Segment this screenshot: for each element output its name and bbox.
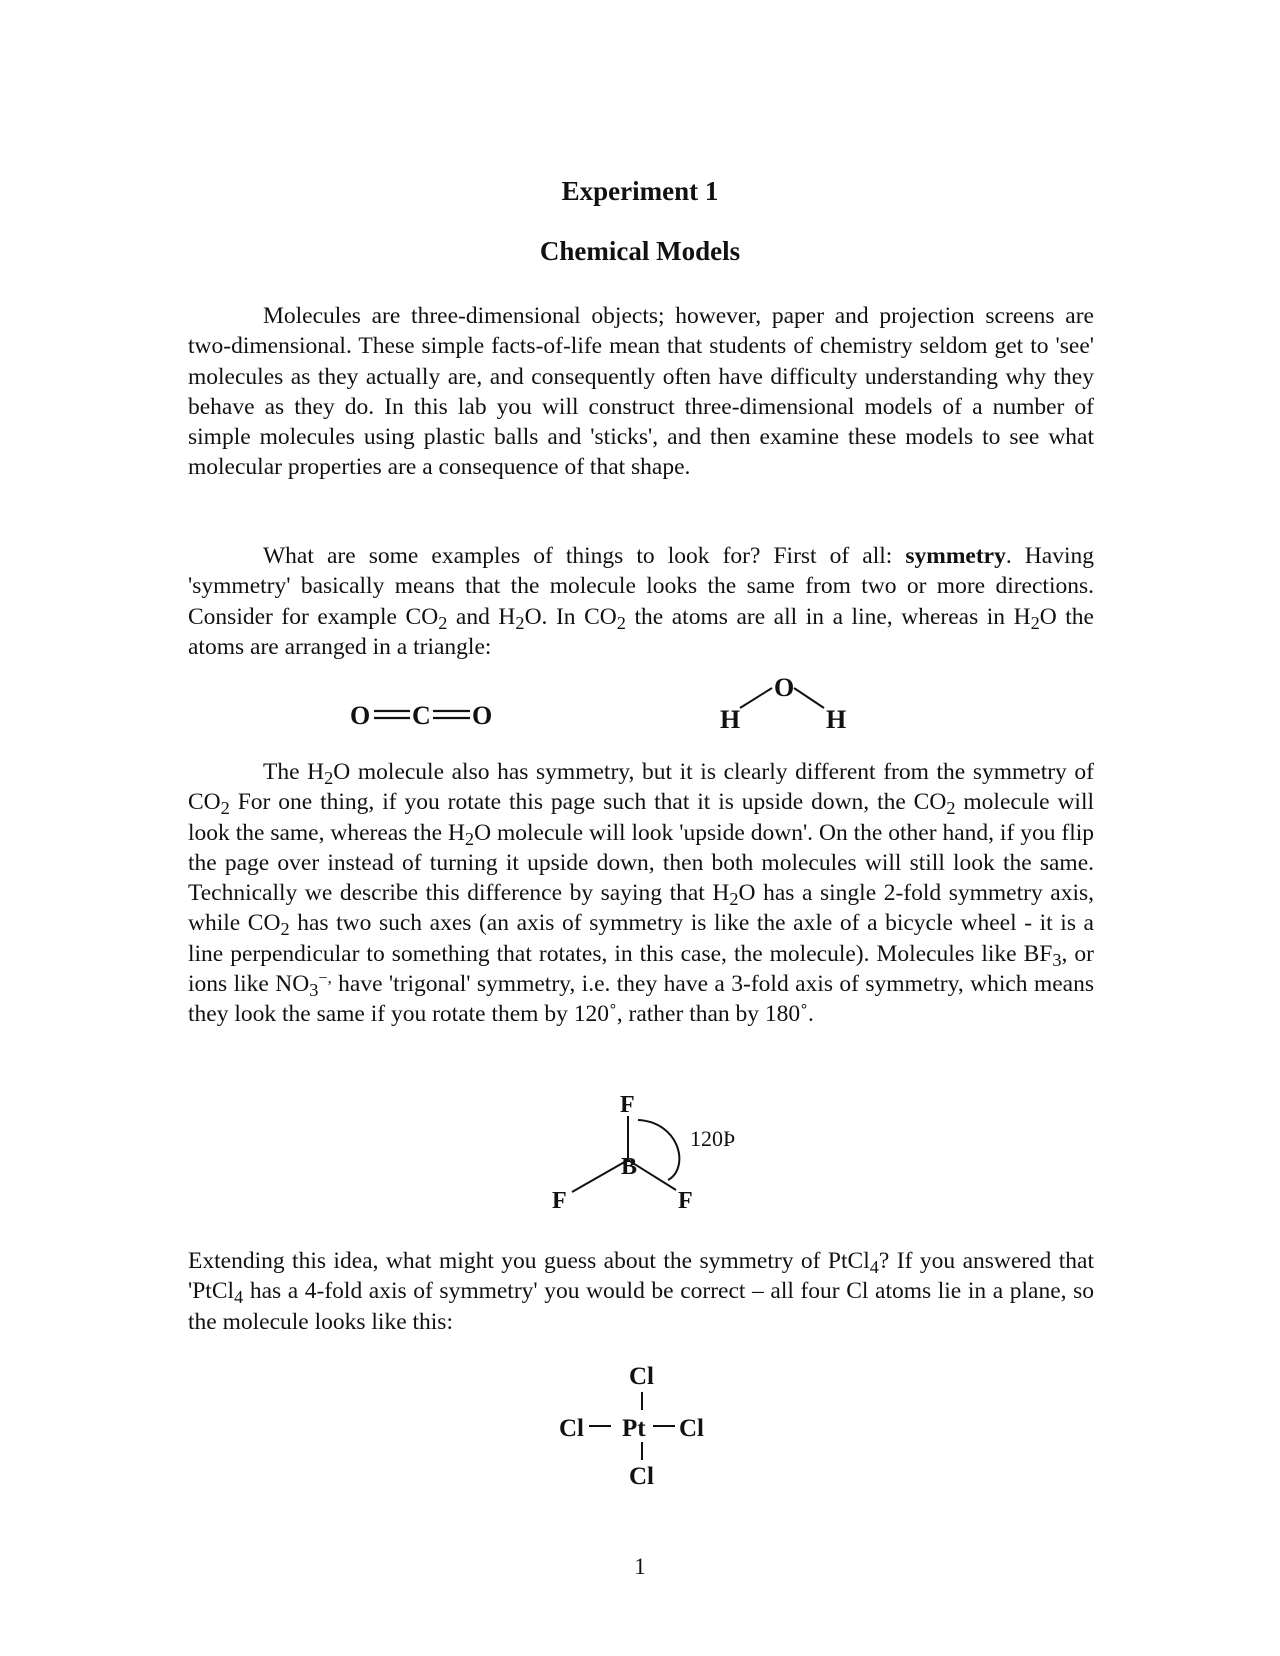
ptcl4-structure-diagram <box>555 1362 735 1492</box>
co2-oxygen-left: O <box>350 701 371 730</box>
h2o-oxygen: O <box>774 673 795 702</box>
ptcl4-chlorine-bottom: Cl <box>629 1463 654 1490</box>
paragraph-ptcl4: Extending this idea, what might you guess about the symmetry of PtCl$_4$? If you answered that 'PtCl$_4$ has a 4-fold axis of symmetry' you would be correct – all four Cl atoms lie in a plane, so the molecule looks like this: <box>188 1248 1094 1335</box>
ptcl4-chlorine-right: Cl <box>679 1415 704 1442</box>
co2-carbon: C <box>412 701 431 730</box>
bf3-fluorine-right: F <box>678 1188 693 1214</box>
bf3-boron: B <box>621 1154 638 1180</box>
bf3-structure-diagram <box>540 1088 760 1218</box>
bf3-fluorine-left: F <box>552 1188 567 1214</box>
paragraph-symmetry-axes: The $H_2O$ molecule also has symmetry, but it is clearly different from the symmetry of $CO_2$ For one thing, if you rotate this page such that it is upside down, the $CO_2$ molecule will look the same, whereas the $H_2O$ molecule will look 'upside down'. On the other hand, if you flip the page over instead of turning it upside down, then both molecules will still look the same. Technically we describe this difference by saying that $H_2O$ has a single 2-fold symmetry axis, while $CO_2$ has two such axes (an axis of symmetry is like the axle of a bicycle wheel - it is a line perpendicular to something that rotates, in this case, the molecule). Molecules like $BF_3$, or ions like $NO_3^{-,}$ have 'trigonal' symmetry, i.e. they have a 3-fold axis of symmetry, which means they look the same if you rotate them by 120˚, rather than by 180˚. <box>188 759 1095 1028</box>
h2o-hydrogen-right: H <box>826 705 847 734</box>
ptcl4-chlorine-left: Cl <box>559 1415 584 1442</box>
co2-structure-diagram <box>340 690 510 740</box>
ptcl4-platinum: Pt <box>622 1415 646 1442</box>
ptcl4-chlorine-top: Cl <box>629 1363 654 1390</box>
bf3-fluorine-top: F <box>620 1092 635 1118</box>
bold-term-symmetry: symmetry <box>905 543 1006 569</box>
page-title: Experiment 1 <box>561 176 719 206</box>
paragraph-intro: Molecules are three-dimensional objects; however, paper and projection screens are two-dimensional. These simple facts-of-life mean that students of chemistry seldom get to 'see' molecules as they actually are, and consequently often have difficulty understanding why they behave as they do. In this lab you will construct three-dimensional models of a number of simple molecules using plastic balls and 'sticks', and then examine these models to see what molecular properties are a consequence of that shape. <box>188 303 1094 481</box>
h2o-structure-diagram <box>710 670 860 740</box>
page-number: 1 <box>634 1554 646 1579</box>
h2o-hydrogen-left: H <box>720 705 741 734</box>
rotation-angle-label: 120Þ <box>690 1126 736 1151</box>
paragraph-symmetry: What are some examples of things to look for? First of all: symmetry. Having 'symmetry' basically means that the molecule looks the same from two or more directions. Consider for example $CO_2$ and $H_2O$. In $CO_2$ the atoms are all in a line, whereas in $H_2O$ the atoms are arranged in a triangle: <box>188 543 1094 660</box>
page-subtitle: Chemical Models <box>539 236 741 266</box>
co2-oxygen-right: O <box>472 701 493 730</box>
